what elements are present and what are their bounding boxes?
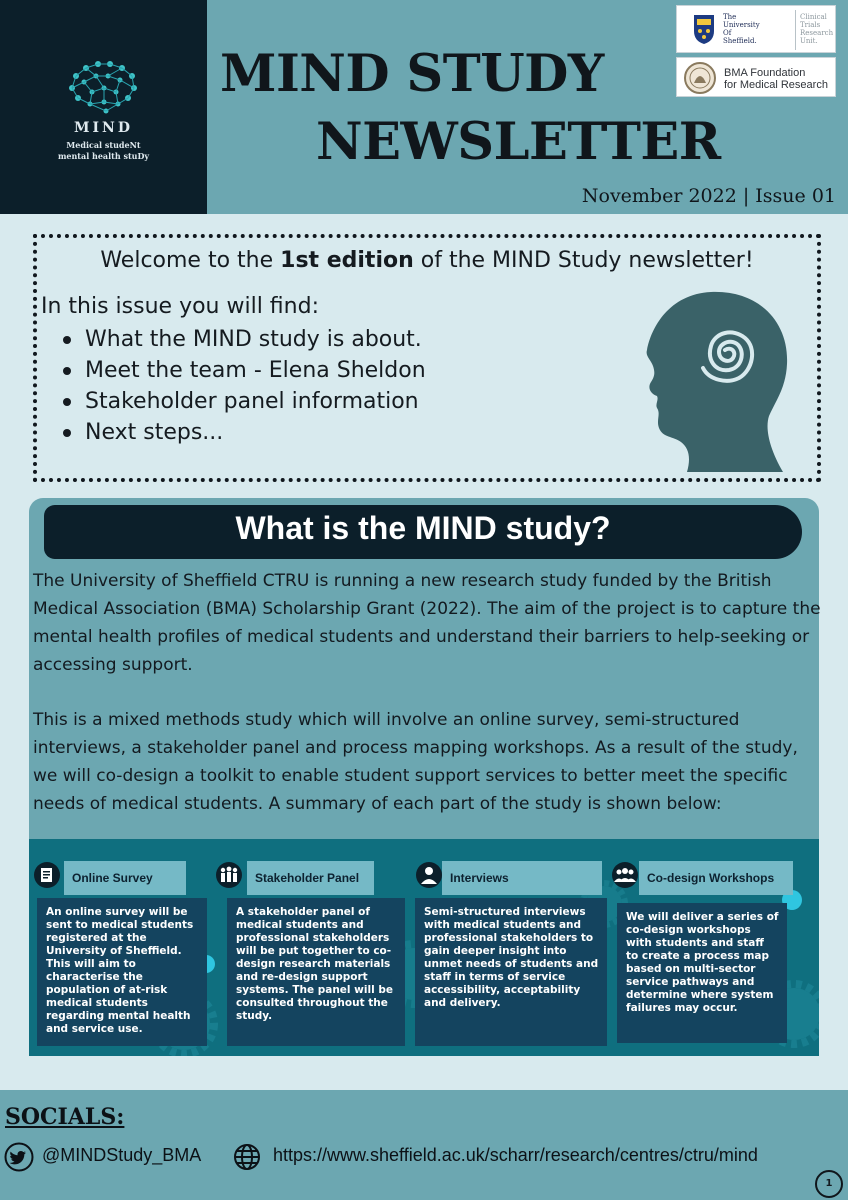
survey-icon	[33, 861, 61, 889]
website-link[interactable]: https://www.sheffield.ac.uk/scharr/research/centres/ctru/mind	[273, 1145, 758, 1165]
about-paragraph-1: The University of Sheffield CTRU is running a new research study funded by the British Medical Association (BMA) Scholarship Grant (2022). The aim of the project is to capture the mental health profiles of medical students and understand their barriers to help-seeking or accessing support.	[33, 571, 821, 675]
about-paragraph-2: This is a mixed methods study which will involve an online survey, semi-structured interviews, a stakeholder panel and process mapping workshops. As a result of the study, we will co-design a toolkit to enable student support services to better meet the specific needs of medical students. A summary of each part of the study is shown below:	[33, 710, 798, 814]
head-spiral-icon	[641, 288, 791, 474]
part-title-online-survey: Online Survey	[64, 861, 186, 895]
university-name: The University Of Sheffield.	[723, 13, 760, 45]
newsletter-title-line-2: NEWSLETTER	[316, 112, 721, 172]
list-item: What the MIND study is about.	[57, 324, 426, 355]
interviewer-icon	[415, 861, 443, 889]
part-title-co-design-workshops: Co-design Workshops	[639, 861, 793, 895]
university-of-sheffield-logo	[676, 5, 836, 53]
part-body-interviews: Semi-structured interviews with medical students and professional stakeholders to gain deeper insight into unmet needs of students and staff in terms of service accessibility, acceptability and delivery.	[415, 898, 607, 1046]
bma-foundation-logo	[676, 57, 836, 97]
list-item: Stakeholder panel information	[57, 386, 426, 417]
issue-date: November 2022 | Issue 01	[581, 185, 836, 207]
study-parts-panel	[29, 839, 819, 1056]
twitter-icon[interactable]	[4, 1142, 34, 1172]
list-item: Meet the team - Elena Sheldon	[57, 355, 426, 386]
brain-network-icon	[64, 58, 142, 114]
in-this-issue-label: In this issue you will find:	[41, 294, 319, 319]
socials-heading: SOCIALS:	[5, 1104, 125, 1130]
part-title-interviews: Interviews	[442, 861, 602, 895]
globe-icon	[233, 1143, 261, 1171]
logo-wordmark: MIND	[74, 120, 133, 136]
intro-box	[33, 234, 821, 482]
part-body-co-design-workshops: We will deliver a series of co-design workshops with students and staff to create a process map based on multi-sector service pathways and determine where system failures may occur.	[617, 903, 787, 1043]
group-icon	[611, 861, 639, 889]
university-crest-icon	[692, 13, 716, 45]
part-title-stakeholder-panel: Stakeholder Panel	[247, 861, 374, 895]
newsletter-title-line-1: MIND STUDY	[220, 44, 604, 104]
contents-list	[57, 324, 426, 448]
page-number: 1	[815, 1170, 843, 1198]
welcome-line: Welcome to the 1st edition of the MIND Study newsletter!	[100, 248, 754, 273]
mind-logo-panel	[0, 0, 207, 214]
ctru-name: Clinical Trials Research Unit.	[800, 13, 834, 45]
people-icon	[215, 861, 243, 889]
bma-seal-icon	[683, 61, 717, 95]
twitter-handle[interactable]: @MINDStudy_BMA	[42, 1145, 202, 1165]
about-title: What is the MIND study?	[235, 510, 611, 546]
bma-name: BMA Foundation for Medical Research	[724, 67, 828, 91]
logo-divider	[795, 10, 796, 50]
part-body-stakeholder-panel: A stakeholder panel of medical students and professional stakeholders will be put together to co-design research materials and re-design support systems. The panel will be consulted throughout the study.	[227, 898, 405, 1046]
logo-tagline-2: mental health stuDy	[57, 151, 150, 161]
logo-tagline-1: Medical studeNt	[66, 140, 141, 150]
list-item: Next steps...	[57, 417, 426, 448]
part-body-online-survey: An online survey will be sent to medical students registered at the University of Sheffield. This will aim to characterise the population of at-risk medical students regarding mental health and service use.	[37, 898, 207, 1046]
